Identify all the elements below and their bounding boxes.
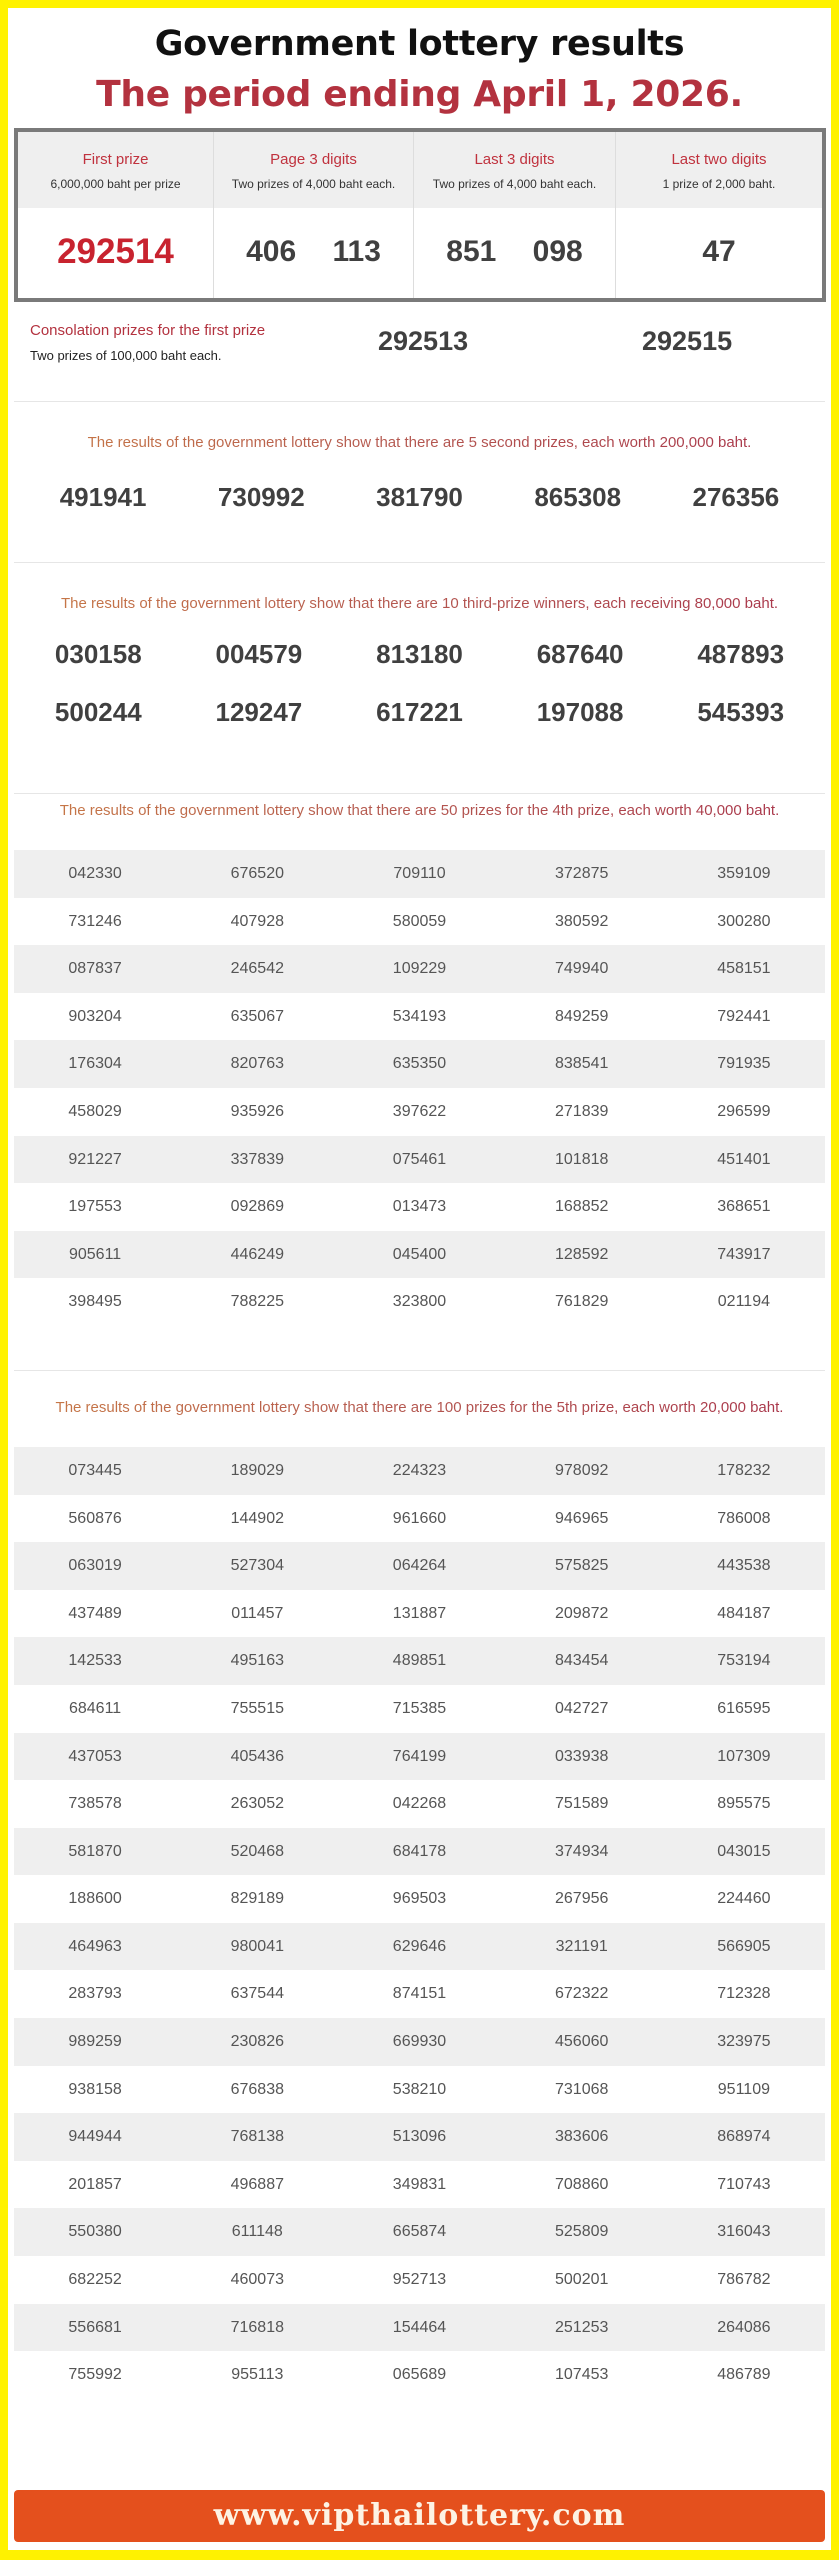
second-prize-numbers <box>24 482 815 513</box>
prize-number: 865308 <box>534 482 622 512</box>
prize-number: 616595 <box>717 1699 771 1717</box>
prize-number: 437053 <box>68 1747 122 1765</box>
prize-number: 359109 <box>717 865 771 882</box>
prize-number: 527304 <box>230 1557 284 1575</box>
prize-number: 755992 <box>68 2366 122 2384</box>
prize-number: 635067 <box>230 1007 284 1025</box>
prize-number: 905611 <box>68 1245 122 1263</box>
prize-number: 113 <box>332 235 381 268</box>
table-row <box>14 2304 825 2352</box>
page-title: Government lottery results <box>154 24 685 64</box>
last-2-digits-cell <box>616 132 822 298</box>
prize-number: 178232 <box>717 1461 771 1479</box>
prize-number: 101818 <box>555 1150 609 1168</box>
prize-number: 868974 <box>717 2128 771 2146</box>
website-banner-link[interactable]: www.vipthailottery.com <box>14 2490 825 2542</box>
prize-number: 786782 <box>717 2271 771 2289</box>
table-row <box>14 1828 825 1876</box>
first-prize-cell <box>18 132 214 298</box>
table-row <box>14 2351 825 2399</box>
prize-number: 708860 <box>555 2175 609 2193</box>
prize-number: 496887 <box>230 2175 284 2193</box>
table-row <box>14 898 825 946</box>
prize-number: 978092 <box>555 1461 609 1479</box>
prize-number: 063019 <box>68 1557 122 1575</box>
front-3-label: Page 3 digits <box>270 151 357 168</box>
prize-number: 637544 <box>230 1985 284 2003</box>
prize-number: 042268 <box>392 1795 447 1813</box>
prize-number: 500244 <box>54 697 142 727</box>
prize-number: 011457 <box>231 1604 284 1622</box>
prize-number: 107309 <box>717 1747 771 1765</box>
prize-number: 617221 <box>376 697 463 727</box>
prize-number: 349831 <box>392 2175 447 2193</box>
table-row <box>14 2018 825 2066</box>
prize-number: 092869 <box>230 1198 284 1216</box>
prize-number: 451401 <box>717 1150 771 1168</box>
second-prize-heading: The results of the government lottery show that there are 5 second prizes, each worth 200,000 baht. <box>14 430 825 456</box>
table-row <box>14 1923 825 1971</box>
table-row <box>14 1637 825 1685</box>
table-row <box>14 1542 825 1590</box>
prize-number: 581870 <box>68 1842 122 1860</box>
fourth-prize-section <box>8 798 831 1326</box>
prize-number: 921227 <box>68 1150 122 1168</box>
prize-number: 128592 <box>555 1245 609 1263</box>
prize-number: 755515 <box>230 1699 284 1717</box>
fourth-prize-heading: The results of the government lottery show that there are 50 prizes for the 4th prize, each worth 40,000 baht. <box>8 798 831 824</box>
table-row <box>14 1685 825 1733</box>
third-prize-numbers <box>18 639 821 728</box>
prize-number: 168852 <box>555 1198 609 1216</box>
first-prize-sub: 6,000,000 baht per prize <box>50 177 181 191</box>
prize-number: 407928 <box>230 912 284 930</box>
prize-number: 004579 <box>215 639 303 669</box>
prize-number: 109229 <box>392 960 447 978</box>
last-2-number <box>616 208 822 298</box>
prize-number: 491941 <box>59 482 147 512</box>
prize-number: 075461 <box>392 1150 447 1168</box>
last-3-label: Last 3 digits <box>474 151 555 168</box>
prize-number: 456060 <box>555 2033 609 2051</box>
consolation-label: Consolation prizes for the first prize <box>30 322 266 339</box>
table-row <box>14 1970 825 2018</box>
period-heading: The period ending April 1, 2026. <box>96 74 743 115</box>
prize-number: 271839 <box>555 1102 609 1120</box>
prize-number: 961660 <box>392 1509 447 1527</box>
prize-number: 580059 <box>392 912 447 930</box>
prize-number: 323975 <box>717 2033 771 2051</box>
second-prize-section <box>14 402 825 563</box>
prize-number: 380592 <box>555 912 609 930</box>
prize-number: 405436 <box>230 1747 284 1765</box>
prize-number: 188600 <box>68 1890 122 1908</box>
prize-number: 043015 <box>717 1842 771 1860</box>
prize-number: 042330 <box>68 865 122 882</box>
table-row <box>14 945 825 993</box>
prize-number: 098 <box>532 235 583 268</box>
prize-number: 545393 <box>697 697 785 727</box>
prize-number: 938158 <box>68 2080 122 2098</box>
table-row <box>14 1278 825 1326</box>
prize-number: 874151 <box>392 1985 447 2003</box>
prize-number: 197088 <box>536 697 624 727</box>
prize-number: 030158 <box>54 639 142 669</box>
prize-number: 684611 <box>68 1699 122 1717</box>
last-3-digits-cell <box>414 132 616 298</box>
prize-number: 372875 <box>555 865 609 882</box>
table-row <box>14 1447 825 1495</box>
prize-number: 251253 <box>555 2318 609 2336</box>
table-row <box>14 993 825 1041</box>
table-row <box>14 1780 825 1828</box>
prize-number: 495163 <box>230 1652 284 1670</box>
prize-number: 263052 <box>230 1795 284 1813</box>
prize-number: 843454 <box>555 1652 609 1670</box>
top-prizes-table <box>14 128 826 302</box>
fourth-prize-table <box>14 850 825 1326</box>
prize-number: 489851 <box>392 1652 447 1670</box>
prize-number: 813180 <box>376 639 463 669</box>
prize-number: 676520 <box>230 865 284 882</box>
prize-number: 749940 <box>555 960 609 978</box>
prize-number: 710743 <box>717 2175 771 2193</box>
prize-number: 792441 <box>717 1007 771 1025</box>
prize-number: 611148 <box>231 2223 283 2241</box>
prize-number: 935926 <box>230 1102 284 1120</box>
prize-number: 712328 <box>717 1985 771 2003</box>
prize-number: 316043 <box>717 2223 771 2241</box>
prize-number: 321191 <box>555 1937 608 1955</box>
prize-number: 189029 <box>230 1461 284 1479</box>
prize-number: 443538 <box>717 1557 771 1575</box>
prize-number: 788225 <box>230 1293 284 1311</box>
prize-number: 980041 <box>230 1937 284 1955</box>
prize-number: 669930 <box>392 2033 447 2051</box>
prize-number: 820763 <box>230 1055 284 1073</box>
prize-number: 486789 <box>717 2366 771 2384</box>
table-row <box>14 1136 825 1184</box>
prize-number: 520468 <box>230 1842 284 1860</box>
front-3-digits-cell <box>214 132 414 298</box>
prize-number: 042727 <box>555 1699 609 1717</box>
table-row <box>14 2161 825 2209</box>
prize-number: 230826 <box>230 2033 284 2051</box>
last-3-sub: Two prizes of 4,000 baht each. <box>432 177 597 191</box>
prize-number: 743917 <box>717 1245 771 1263</box>
prize-number: 246542 <box>230 960 284 978</box>
table-row <box>14 1495 825 1543</box>
prize-number: 556681 <box>68 2318 122 2336</box>
prize-number: 829189 <box>230 1890 284 1908</box>
prize-number: 064264 <box>392 1557 447 1575</box>
prize-number: 903204 <box>68 1007 122 1025</box>
prize-number: 955113 <box>231 2366 284 2384</box>
table-row <box>14 1040 825 1088</box>
prize-number: 665874 <box>392 2223 447 2241</box>
prize-number: 337839 <box>230 1150 284 1168</box>
prize-number: 224323 <box>392 1461 447 1479</box>
prize-number: 851 <box>446 235 497 268</box>
prize-number: 687640 <box>536 639 624 669</box>
prize-number: 013473 <box>392 1198 447 1216</box>
prize-number: 458029 <box>68 1102 122 1120</box>
prize-number: 761829 <box>555 1293 609 1311</box>
prize-number: 635350 <box>392 1055 447 1073</box>
prize-number: 487893 <box>697 639 785 669</box>
prize-number: 575825 <box>555 1557 609 1575</box>
prize-number: 144902 <box>230 1509 284 1527</box>
prize-number: 033938 <box>555 1747 609 1765</box>
prize-number: 292514 <box>57 232 174 271</box>
prize-number: 768138 <box>230 2128 284 2146</box>
prize-number: 952713 <box>392 2271 447 2289</box>
table-row <box>14 1590 825 1638</box>
consolation-number: 292515 <box>642 326 733 356</box>
front-3-numbers <box>214 208 413 298</box>
first-prize-label: First prize <box>82 151 149 168</box>
prize-number: 484187 <box>717 1604 771 1622</box>
fifth-prize-table <box>14 1447 825 2399</box>
prize-number: 368651 <box>717 1198 771 1216</box>
prize-number: 464963 <box>68 1937 122 1955</box>
prize-number: 381790 <box>376 482 463 512</box>
prize-number: 065689 <box>392 2366 447 2384</box>
prize-number: 946965 <box>555 1509 609 1527</box>
prize-number: 944944 <box>68 2128 122 2146</box>
prize-number: 446249 <box>230 1245 284 1263</box>
prize-number: 045400 <box>392 1245 447 1263</box>
prize-number: 087837 <box>68 960 122 978</box>
prize-number: 513096 <box>392 2128 447 2146</box>
prize-number: 751589 <box>555 1795 609 1813</box>
prize-number: 460073 <box>230 2271 284 2289</box>
prize-number: 500201 <box>555 2271 609 2289</box>
prize-number: 731246 <box>68 912 122 930</box>
prize-number: 374934 <box>555 1842 609 1860</box>
prize-number: 323800 <box>392 1293 447 1311</box>
prize-number: 197553 <box>68 1198 122 1216</box>
last-2-label: Last two digits <box>671 151 767 168</box>
prize-number: 073445 <box>68 1461 122 1479</box>
prize-number: 629646 <box>392 1937 447 1955</box>
prize-number: 716818 <box>230 2318 284 2336</box>
prize-number: 682252 <box>68 2271 122 2289</box>
prize-number: 989259 <box>68 2033 122 2051</box>
results-card <box>8 8 831 2550</box>
table-row <box>14 850 825 898</box>
consolation-sub: Two prizes of 100,000 baht each. <box>30 348 222 363</box>
table-row <box>14 2208 825 2256</box>
prize-number: 895575 <box>717 1795 771 1813</box>
table-row <box>14 1875 825 1923</box>
consolation-number: 292513 <box>378 326 469 356</box>
prize-number: 676838 <box>230 2080 284 2098</box>
third-prize-heading: The results of the government lottery show that there are 10 third-prize winners, each receiving 80,000 baht. <box>8 591 831 617</box>
table-row <box>14 1183 825 1231</box>
prize-number: 838541 <box>555 1055 609 1073</box>
table-row <box>14 2113 825 2161</box>
prize-number: 437489 <box>68 1604 122 1622</box>
prize-number: 534193 <box>392 1007 447 1025</box>
first-prize-number <box>18 208 213 298</box>
prize-number: 406 <box>246 235 297 268</box>
prize-number: 566905 <box>717 1937 771 1955</box>
prize-number: 525809 <box>555 2223 609 2241</box>
prize-number: 458151 <box>717 960 771 978</box>
prize-number: 129247 <box>215 697 303 727</box>
table-row <box>14 1088 825 1136</box>
prize-number: 764199 <box>392 1747 447 1765</box>
prize-number: 753194 <box>717 1652 771 1670</box>
consolation-section <box>14 302 825 402</box>
table-row <box>14 2066 825 2114</box>
table-row <box>14 2256 825 2304</box>
fifth-prize-heading: The results of the government lottery show that there are 100 prizes for the 5th prize, each worth 20,000 baht. <box>8 1395 831 1421</box>
section-divider <box>14 793 825 794</box>
prize-number: 142533 <box>68 1652 122 1670</box>
prize-number: 715385 <box>392 1699 447 1717</box>
prize-number: 684178 <box>392 1842 447 1860</box>
prize-number: 154464 <box>392 2318 447 2336</box>
front-3-sub: Two prizes of 4,000 baht each. <box>231 177 396 191</box>
prize-number: 560876 <box>68 1509 122 1527</box>
prize-number: 672322 <box>555 1985 609 2003</box>
prize-number: 849259 <box>555 1007 609 1025</box>
prize-number: 276356 <box>692 482 780 512</box>
last-2-sub: 1 prize of 2,000 baht. <box>662 177 776 191</box>
prize-number: 786008 <box>717 1509 771 1527</box>
prize-number: 791935 <box>717 1055 771 1073</box>
prize-number: 267956 <box>555 1890 609 1908</box>
prize-number: 47 <box>702 235 736 268</box>
prize-number: 224460 <box>717 1890 771 1908</box>
prize-number: 283793 <box>68 1985 122 2003</box>
prize-number: 209872 <box>555 1604 609 1622</box>
prize-number: 738578 <box>68 1795 122 1813</box>
prize-number: 107453 <box>555 2366 609 2384</box>
prize-number: 398495 <box>68 1293 122 1311</box>
prize-number: 176304 <box>68 1055 122 1073</box>
prize-number: 300280 <box>717 912 771 930</box>
prize-number: 731068 <box>555 2080 609 2098</box>
prize-number: 730992 <box>217 482 305 512</box>
prize-number: 709110 <box>393 865 446 882</box>
table-row <box>14 1733 825 1781</box>
prize-number: 296599 <box>717 1102 771 1120</box>
fifth-prize-section <box>8 1371 831 2399</box>
prize-number: 550380 <box>68 2223 122 2241</box>
prize-number: 201857 <box>68 2175 122 2193</box>
prize-number: 969503 <box>392 1890 447 1908</box>
prize-number: 538210 <box>392 2080 447 2098</box>
prize-number: 397622 <box>392 1102 447 1120</box>
prize-number: 264086 <box>717 2318 771 2336</box>
prize-number: 131887 <box>392 1604 447 1622</box>
prize-number: 951109 <box>717 2080 770 2098</box>
last-3-numbers <box>414 208 615 298</box>
prize-number: 383606 <box>555 2128 609 2146</box>
prize-number: 021194 <box>717 1293 770 1311</box>
table-row <box>14 1231 825 1279</box>
